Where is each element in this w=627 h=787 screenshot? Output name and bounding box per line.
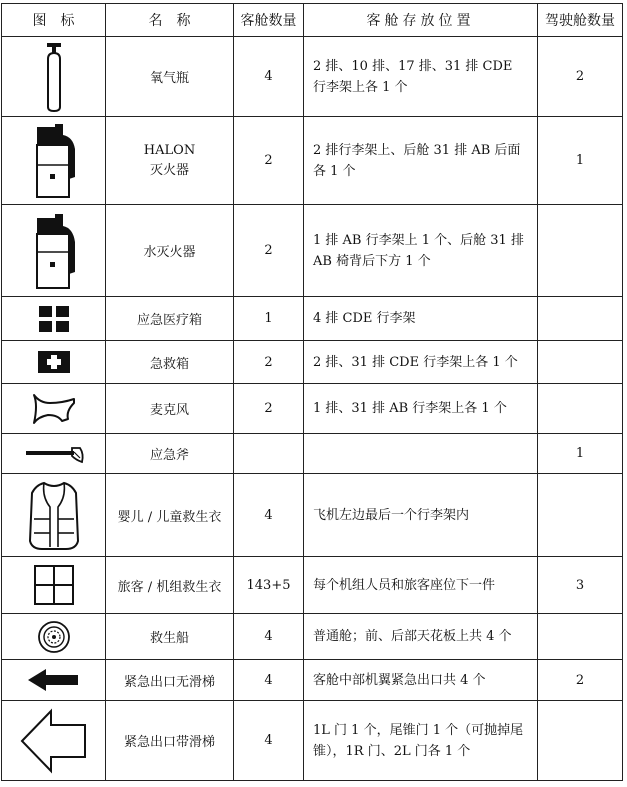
icon-cell <box>2 660 106 701</box>
item-name: 麦克风 <box>106 384 234 434</box>
item-name: 紧急出口无滑梯 <box>106 660 234 701</box>
cabin-count: 143+5 <box>234 557 304 614</box>
icon-cell <box>2 384 106 434</box>
cockpit-count <box>538 614 623 660</box>
halon-extinguisher-icon <box>29 121 79 201</box>
life-vest-icon <box>33 564 75 606</box>
icon-cell <box>2 37 106 117</box>
emergency-equipment-table <box>1 3 623 781</box>
cabin-count: 4 <box>234 701 304 781</box>
exit-with-slide-icon <box>19 707 89 775</box>
infant-life-vest-icon <box>26 479 82 551</box>
cockpit-count: 2 <box>538 37 623 117</box>
item-name: 氧气瓶 <box>106 37 234 117</box>
header-cockpit-count: 驾驶舱数量 <box>538 4 623 37</box>
table-row <box>2 474 623 557</box>
cockpit-count <box>538 205 623 297</box>
cabin-location: 1L 门 1 个，尾锥门 1 个（可抛掉尾锥），1R 门、2L 门各 1 个 <box>304 701 538 781</box>
header-location: 客舱存放位置 <box>304 4 538 37</box>
table-row <box>2 117 623 205</box>
cabin-count: 2 <box>234 384 304 434</box>
cabin-location <box>304 434 538 474</box>
icon-cell <box>2 701 106 781</box>
table-row <box>2 205 623 297</box>
cabin-count: 2 <box>234 117 304 205</box>
item-name: 救生船 <box>106 614 234 660</box>
cockpit-count <box>538 474 623 557</box>
item-name: 急救箱 <box>106 341 234 384</box>
cabin-location: 每个机组人员和旅客座位下一件 <box>304 557 538 614</box>
cabin-location: 客舱中部机翼紧急出口共 4 个 <box>304 660 538 701</box>
cabin-count: 4 <box>234 660 304 701</box>
cabin-count: 4 <box>234 614 304 660</box>
cabin-count: 1 <box>234 297 304 341</box>
life-raft-icon <box>37 620 71 654</box>
item-name: HALON 灭火器 <box>106 117 234 205</box>
first-aid-kit-icon <box>36 349 72 375</box>
table-row <box>2 557 623 614</box>
cabin-location: 普通舱；前、后部天花板上共 4 个 <box>304 614 538 660</box>
icon-cell <box>2 297 106 341</box>
icon-cell <box>2 614 106 660</box>
cockpit-count <box>538 341 623 384</box>
medical-kit-icon <box>37 305 71 333</box>
icon-cell <box>2 205 106 297</box>
header-row <box>2 4 623 37</box>
item-name: 应急医疗箱 <box>106 297 234 341</box>
cockpit-count <box>538 297 623 341</box>
cabin-location: 2 排、31 排 CDE 行李架上各 1 个 <box>304 341 538 384</box>
table-row <box>2 660 623 701</box>
icon-cell <box>2 474 106 557</box>
cockpit-count: 2 <box>538 660 623 701</box>
table-row <box>2 341 623 384</box>
cabin-count: 4 <box>234 37 304 117</box>
cabin-location: 1 排 AB 行李架上 1 个、后舱 31 排 AB 椅背后下方 1 个 <box>304 205 538 297</box>
cockpit-count <box>538 701 623 781</box>
header-cabin-count: 客舱数量 <box>234 4 304 37</box>
cabin-location: 1 排、31 排 AB 行李架上各 1 个 <box>304 384 538 434</box>
header-name: 名 称 <box>106 4 234 37</box>
table-row <box>2 701 623 781</box>
cabin-location: 飞机左边最后一个行李架内 <box>304 474 538 557</box>
cockpit-count <box>538 384 623 434</box>
exit-no-slide-icon <box>26 667 82 693</box>
icon-cell <box>2 557 106 614</box>
cabin-count: 2 <box>234 205 304 297</box>
table-row <box>2 297 623 341</box>
water-extinguisher-icon <box>29 210 79 292</box>
table-row <box>2 434 623 474</box>
cockpit-count: 1 <box>538 117 623 205</box>
table-row <box>2 614 623 660</box>
table-row <box>2 37 623 117</box>
cabin-location: 4 排 CDE 行李架 <box>304 297 538 341</box>
header-icon: 图 标 <box>2 4 106 37</box>
icon-cell <box>2 341 106 384</box>
cabin-count: 4 <box>234 474 304 557</box>
cabin-count <box>234 434 304 474</box>
icon-cell <box>2 117 106 205</box>
item-name: 旅客 / 机组救生衣 <box>106 557 234 614</box>
cabin-location: 2 排、10 排、17 排、31 排 CDE 行李架上各 1 个 <box>304 37 538 117</box>
oxygen-bottle-icon <box>39 39 69 115</box>
cabin-count: 2 <box>234 341 304 384</box>
item-name: 水灭火器 <box>106 205 234 297</box>
table-row <box>2 384 623 434</box>
item-name: 紧急出口带滑梯 <box>106 701 234 781</box>
item-name: 婴儿 / 儿童救生衣 <box>106 474 234 557</box>
crash-axe-icon <box>22 442 86 466</box>
item-name: 应急斧 <box>106 434 234 474</box>
cockpit-count: 3 <box>538 557 623 614</box>
icon-cell <box>2 434 106 474</box>
cockpit-count: 1 <box>538 434 623 474</box>
megaphone-icon <box>28 391 80 427</box>
cabin-location: 2 排行李架上、后舱 31 排 AB 后面各 1 个 <box>304 117 538 205</box>
